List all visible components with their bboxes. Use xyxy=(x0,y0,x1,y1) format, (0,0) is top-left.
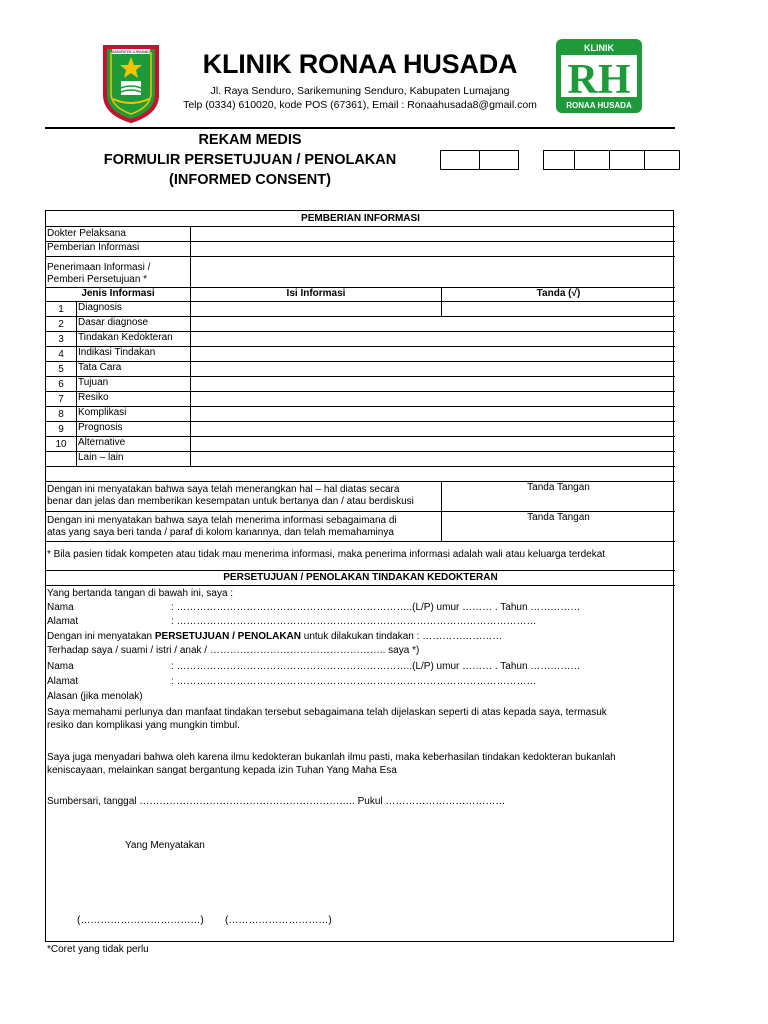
signature-name-2[interactable]: (…………………………) xyxy=(225,915,332,926)
info-row-number: 8 xyxy=(58,409,64,420)
record-box[interactable] xyxy=(644,150,680,170)
declaration[interactable] xyxy=(47,631,502,643)
record-box[interactable] xyxy=(543,150,575,170)
info-row-content-cell[interactable] xyxy=(191,452,675,466)
info-row-label: Alternative xyxy=(78,437,126,448)
declaration-prefix: Dengan ini menyatakan xyxy=(47,631,155,642)
alamat-label-1: Alamat xyxy=(47,616,79,627)
info-row-content-cell[interactable] xyxy=(191,317,675,331)
nama-label-2: Nama xyxy=(47,661,74,672)
clinic-address: Jl. Raya Senduro, Sarikemuning Senduro, Kabupaten Lumajang xyxy=(210,85,510,97)
info-row-number: 2 xyxy=(58,319,64,330)
regency-emblem-logo xyxy=(99,43,163,123)
info-row-content-cell[interactable] xyxy=(191,422,675,436)
place-date-line[interactable]: Sumbersari, tanggal ……………………………………………………….. Pukul ……………………………… xyxy=(47,796,506,807)
dokter-input[interactable] xyxy=(191,227,675,241)
statement-doctor-line1: Dengan ini menyatakan bahwa saya telah menerangkan hal – hal diatas secara xyxy=(47,484,400,495)
record-box[interactable] xyxy=(609,150,645,170)
record-number-boxes-b[interactable] xyxy=(544,150,680,170)
col-jenis-informasi: Jenis Informasi xyxy=(81,288,155,299)
signature-name-1[interactable]: (………………………………) xyxy=(77,915,204,926)
info-row-label: Dasar diagnose xyxy=(78,317,149,328)
info-row-content-cell[interactable] xyxy=(191,302,675,316)
terhadap-line[interactable]: Terhadap saya / suami / istri / anak / …………………………………………….. saya *) xyxy=(47,645,420,656)
yang-menyatakan-label: Yang Menyatakan xyxy=(125,840,205,851)
record-box[interactable] xyxy=(440,150,480,170)
clinic-logo-mark: RH xyxy=(567,57,631,103)
col-tanda: Tanda (√) xyxy=(536,288,581,299)
consent-section-heading: PERSETUJUAN / PENOLAKAN TINDAKAN KEDOKTERAN xyxy=(223,572,498,583)
info-row-number: 6 xyxy=(58,379,64,390)
info-row-number: 9 xyxy=(58,424,64,435)
alamat-label-2: Alamat xyxy=(47,676,79,687)
paragraph1-line1: Saya memahami perlunya dan manfaat tindakan tersebut sebagaimana telah dijelaskan seperti di atas kepada saya, termasuk xyxy=(47,707,607,718)
info-row-label: Tindakan Kedokteran xyxy=(78,332,173,343)
footnote: *Coret yang tidak perlu xyxy=(47,944,149,955)
paragraph1-line2: resiko dan komplikasi yang mungkin timbul. xyxy=(47,720,240,731)
penerima-label-1: Penerimaan Informasi / xyxy=(47,262,151,273)
col-isi-informasi: Isi Informasi xyxy=(286,288,346,299)
consent-intro: Yang bertanda tangan di bawah ini, saya : xyxy=(47,588,234,599)
declaration-choice: PERSETUJUAN / PENOLAKAN xyxy=(154,631,301,642)
regency-emblem-label: KABUPATEN LUMAJANG xyxy=(112,50,150,54)
doc-title-line2: FORMULIR PERSETUJUAN / PENOLAKAN xyxy=(103,152,397,168)
info-row-label: Lain – lain xyxy=(78,452,124,463)
doc-title-line3: (INFORMED CONSENT) xyxy=(169,172,331,188)
info-row-label: Indikasi Tindakan xyxy=(78,347,156,358)
paragraph2-line1: Saya juga menyadari bahwa oleh karena ilmu kedokteran bukanlah ilmu pasti, maka keberhasilan tindakan kedokteran bukanlah xyxy=(47,752,616,763)
info-row-number: 1 xyxy=(58,304,64,315)
info-row-content-cell[interactable] xyxy=(191,392,675,406)
nama-value-2[interactable]: : ……………………………………………………………..(L/P) umur ……… . Tahun …………… xyxy=(171,661,581,672)
clinic-logo xyxy=(555,38,643,114)
info-row-number: 7 xyxy=(58,394,64,405)
record-box[interactable] xyxy=(574,150,610,170)
nama-label-1: Nama xyxy=(47,602,74,613)
doc-title-line1: REKAM MEDIS xyxy=(198,132,302,148)
record-number-boxes-a[interactable] xyxy=(441,150,519,170)
info-row-content-cell[interactable] xyxy=(191,437,675,451)
consent-form xyxy=(45,210,674,942)
signature-label-doctor: Tanda Tangan xyxy=(527,482,590,493)
penerima-label-2: Pemberi Persetujuan * xyxy=(47,274,148,285)
nama-value-1[interactable]: : ……………………………………………………………..(L/P) umur ……… . Tahun …………… xyxy=(171,602,581,613)
info-row-content-cell[interactable] xyxy=(191,377,675,391)
signature-box-doctor[interactable] xyxy=(443,495,673,509)
info-row-label: Tujuan xyxy=(78,377,109,388)
info-section-heading: PEMBERIAN INFORMASI xyxy=(301,213,420,224)
alamat-value-1[interactable]: : ……………………………………………………………………………………………… xyxy=(171,616,537,627)
info-note: * Bila pasien tidak kompeten atau tidak mau menerima informasi, maka penerima informasi adalah wali atau keluarga terdekat xyxy=(47,549,606,560)
penerima-input[interactable] xyxy=(191,257,675,287)
signature-label-patient: Tanda Tangan xyxy=(527,512,590,523)
header-divider xyxy=(45,127,675,129)
clinic-name: KLINIK RONAA HUSADA xyxy=(202,49,518,79)
signature-box-patient[interactable] xyxy=(443,525,673,539)
statement-doctor-line2: benar dan jelas dan memberikan kesempatan untuk bertanya dan / atau berdiskusi xyxy=(47,496,414,507)
clinic-logo-bottom-text: RONAA HUSADA xyxy=(566,101,632,110)
info-row-content-cell[interactable] xyxy=(191,407,675,421)
info-row-number: 4 xyxy=(58,349,64,360)
declaration-suffix: untuk dilakukan tindakan : …………………… xyxy=(301,631,503,642)
alamat-value-2[interactable]: : ……………………………………………………………………………………………… xyxy=(171,676,537,687)
clinic-logo-top-text: KLINIK xyxy=(584,43,614,53)
info-row-label: Prognosis xyxy=(78,422,123,433)
paragraph2-line2: keniscayaan, melainkan sangat bergantung kepada izin Tuhan Yang Maha Esa xyxy=(47,765,397,776)
record-box[interactable] xyxy=(479,150,519,170)
info-row-label: Resiko xyxy=(78,392,109,403)
pemberi-label: Pemberian Informasi xyxy=(47,242,140,253)
info-row-content-cell[interactable] xyxy=(191,362,675,376)
dokter-label: Dokter Pelaksana xyxy=(47,228,126,239)
statement-patient-line1: Dengan ini menyatakan bahwa saya telah menerima informasi sebagaimana di xyxy=(47,515,397,526)
info-row-content-cell[interactable] xyxy=(191,347,675,361)
info-row-label: Diagnosis xyxy=(78,302,122,313)
info-row-number: 5 xyxy=(58,364,64,375)
statement-patient-line2: atas yang saya beri tanda / paraf di kolom kanannya, dan telah memahaminya xyxy=(47,527,394,538)
alasan-label: Alasan (jika menolak) xyxy=(47,691,143,702)
info-row-number: 10 xyxy=(55,439,67,450)
info-row-label: Komplikasi xyxy=(78,407,127,418)
info-row-number: 3 xyxy=(58,334,64,345)
pemberi-input[interactable] xyxy=(191,242,675,256)
info-row-content-cell[interactable] xyxy=(191,332,675,346)
info-row-label: Tata Cara xyxy=(78,362,122,373)
clinic-contact: Telp (0334) 610020, kode POS (67361), Email : Ronaahusada8@gmail.com xyxy=(183,99,537,111)
